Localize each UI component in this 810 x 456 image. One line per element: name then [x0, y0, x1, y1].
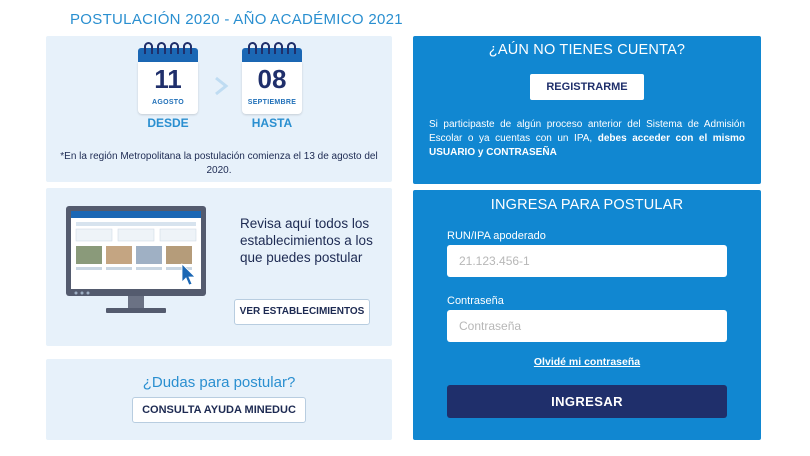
page-title: POSTULACIÓN 2020 - AÑO ACADÉMICO 2021 [70, 11, 403, 28]
help-panel [46, 359, 392, 440]
monitor-icon [66, 206, 206, 316]
end-label: HASTA [251, 116, 293, 130]
registrarme-button[interactable]: REGISTRARME [530, 74, 644, 100]
account-title: ¿AÚN NO TIENES CUENTA? [488, 42, 686, 58]
login-title: INGRESA PARA POSTULAR [490, 197, 684, 213]
start-day: 11 [154, 64, 182, 94]
password-input[interactable] [447, 310, 727, 342]
help-title: ¿Dudas para postular? [142, 374, 296, 391]
ver-establecimientos-button[interactable]: VER ESTABLECIMIENTOS [234, 299, 370, 325]
login-panel [413, 190, 761, 440]
consulta-ayuda-button[interactable]: CONSULTA AYUDA MINEDUC [132, 397, 306, 423]
run-input[interactable] [447, 245, 727, 277]
start-month: AGOSTO [151, 99, 184, 106]
start-calendar-icon [138, 42, 198, 114]
account-info-plain: Si participaste de algún proceso anterior del Sistema de Admisión Escolar o ya cuentas con un IPA, [429, 119, 745, 144]
dates-panel [46, 36, 392, 182]
account-info-text [429, 118, 745, 160]
account-panel [413, 36, 761, 184]
start-label: DESDE [147, 116, 189, 130]
ingresar-button[interactable]: INGRESAR [447, 385, 727, 418]
end-calendar-icon [242, 42, 302, 114]
establishments-panel [46, 188, 392, 346]
end-day: 08 [257, 64, 287, 94]
end-month: SEPTIEMBRE [247, 99, 297, 106]
forgot-password-link[interactable]: Olvidé mi contraseña [533, 356, 641, 368]
establishments-text: Revisa aquí todos los establecimientos a los que puedes postular [240, 216, 373, 265]
account-info-bold: debes acceder con el mismo USUARIO y CONTRASEÑA [429, 133, 746, 158]
chevron-right-icon [212, 76, 230, 96]
region-note: *En la región Metropolitana la postulación comienza el 13 de agosto del 2020. [60, 151, 378, 176]
password-label: Contraseña [447, 295, 504, 307]
run-label: RUN/IPA apoderado [447, 230, 546, 242]
